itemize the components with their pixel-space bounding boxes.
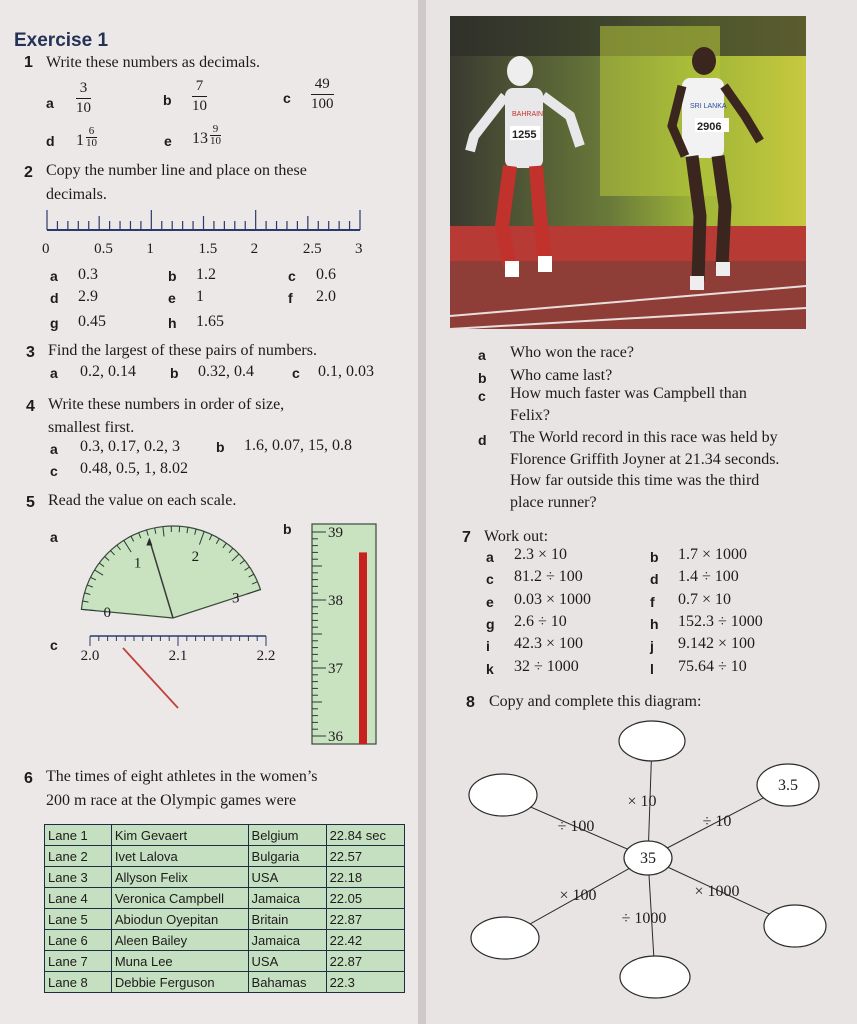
q6-part-label: c (478, 388, 486, 404)
table-cell: Jamaica (248, 888, 326, 909)
q1-text: Write these numbers as decimals. (46, 54, 260, 71)
q2-item-label: f (288, 290, 293, 306)
q7-item-value: 75.64 ÷ 10 (678, 657, 747, 675)
q7-item-label: e (486, 593, 494, 610)
q1b-fraction: 7 10 (192, 78, 207, 114)
q7-item-label: l (650, 660, 654, 677)
table-cell: Lane 4 (45, 888, 112, 909)
diagram-operation-bottom: ÷ 1000 (621, 910, 667, 927)
q7-item-label: d (650, 571, 659, 588)
linear-scale-number: 2.2 (256, 648, 276, 664)
q2-item-label: e (168, 290, 176, 306)
q6-part-text: The World record in this race was held by (510, 429, 778, 446)
q7-item-value: 1.7 × 1000 (678, 546, 748, 563)
q6-number: 6 (24, 770, 33, 787)
table-cell: USA (248, 867, 326, 888)
number-line-label: 2 (250, 241, 259, 257)
q3c-value: 0.1, 0.03 (318, 363, 374, 380)
table-cell: 22.57 (326, 846, 404, 867)
diagram-center-value: 35 (640, 850, 656, 867)
q2-item-value: 1 (196, 288, 204, 305)
q6-part-label: a (478, 347, 486, 363)
q2-item-label: c (288, 268, 296, 284)
q1a-label: a (46, 95, 54, 111)
q5-text: Read the value on each scale. (48, 492, 237, 509)
q5-number: 5 (26, 494, 35, 511)
q7-item-value: 0.7 × 10 (678, 590, 732, 608)
q8-text: Copy and complete this diagram: (489, 693, 702, 710)
dial-number: 1 (133, 555, 142, 572)
table-cell: Lane 5 (45, 909, 112, 930)
q7-item-value: 9.142 × 100 (678, 635, 756, 653)
q6-part-text: Florence Griffith Joyner at 21.34 seconds. (510, 450, 780, 468)
q7-item-value: 0.03 × 1000 (514, 590, 592, 608)
dial-number: 3 (232, 590, 240, 607)
table-cell: Muna Lee (111, 951, 248, 972)
q2-item-value: 0.3 (78, 266, 98, 283)
q1d-label: d (46, 133, 55, 149)
q7-item-label: c (486, 571, 494, 588)
q3-text: Find the largest of these pairs of numbers. (48, 342, 317, 359)
table-cell: Bulgaria (248, 846, 326, 867)
table-cell: USA (248, 951, 326, 972)
q1-number: 1 (24, 54, 33, 71)
q7-item-value: 32 ÷ 1000 (514, 657, 579, 675)
diagram-node-value: 3.5 (778, 777, 798, 794)
q4c-value: 0.48, 0.5, 1, 8.02 (80, 460, 188, 477)
q6-part-text: How far outside this time was the third (510, 472, 760, 489)
q2-item-value: 1.65 (196, 313, 224, 330)
table-cell: Lane 8 (45, 972, 112, 993)
q3b-value: 0.32, 0.4 (198, 363, 254, 380)
q7-item-label: f (650, 593, 655, 610)
linear-scale-number: 2.0 (80, 648, 100, 664)
q5c-label: c (50, 637, 58, 653)
number-line-label: 2.5 (302, 241, 322, 257)
number-line-label: 1.5 (198, 241, 218, 257)
q4b-label: b (216, 439, 225, 455)
q6-part-label: d (478, 432, 487, 448)
table-cell: Bahamas (248, 972, 326, 993)
q7-item-label: j (650, 638, 654, 655)
table-cell: Aleen Bailey (111, 930, 248, 951)
q4c-label: c (50, 463, 58, 479)
table-cell: 22.18 (326, 867, 404, 888)
q1c-label: c (283, 90, 291, 106)
table-cell: Lane 7 (45, 951, 112, 972)
diagram-operation-lower-right: × 1000 (694, 883, 740, 900)
q6-part-text: Who came last? (510, 367, 613, 384)
table-cell: 22.87 (326, 909, 404, 930)
q2-item-value: 0.6 (316, 266, 336, 283)
q7-item-label: a (486, 549, 494, 565)
diagram-operation-upper-left: ÷ 100 (557, 818, 595, 835)
q6-part-text: Who won the race? (510, 344, 634, 361)
q2-item-label: h (168, 315, 177, 331)
table-cell: Lane 2 (45, 846, 112, 867)
q3b-label: b (170, 365, 179, 381)
q2-item-value: 2.0 (316, 288, 336, 305)
table-cell: Abiodun Oyepitan (111, 909, 248, 930)
dial-number: 0 (103, 604, 112, 621)
q4b-value: 1.6, 0.07, 15, 0.8 (244, 437, 352, 454)
table-cell: 22.05 (326, 888, 404, 909)
q1c-fraction: 49 100 (311, 76, 334, 112)
table-cell: Lane 1 (45, 825, 112, 846)
q2-text-line1: Copy the number line and place on these (46, 162, 307, 179)
diagram-operation-top: × 10 (627, 793, 657, 810)
q3-number: 3 (26, 344, 35, 361)
diagram-node-lower-right (764, 905, 826, 947)
thermometer-number: 36 (328, 729, 343, 745)
q5a-label: a (50, 529, 58, 545)
q7-text: Work out: (484, 528, 549, 545)
q1d-fraction: 6 10 (86, 125, 97, 149)
table-cell: Veronica Campbell (111, 888, 248, 909)
bib-left: 1255 (512, 129, 537, 141)
q6-text-line1: The times of eight athletes in the women’s (46, 768, 318, 785)
q7-number: 7 (462, 529, 471, 546)
q7-item-label: i (486, 638, 490, 655)
table-cell: Lane 6 (45, 930, 112, 951)
q1d-whole: 1 (76, 132, 84, 149)
q1e-label: e (164, 133, 172, 149)
diagram-node-upper-left (469, 774, 537, 816)
table-cell: 22.87 (326, 951, 404, 972)
q4a-label: a (50, 441, 58, 457)
q6-part-text: How much faster was Campbell than (510, 385, 747, 402)
q7-item-value: 2.3 × 10 (514, 546, 568, 563)
q2-item-value: 2.9 (78, 288, 98, 305)
q7-item-value: 2.6 ÷ 10 (514, 612, 567, 630)
q5b-label: b (283, 521, 292, 537)
q6-part-text: place runner? (510, 493, 597, 511)
table-cell: Britain (248, 909, 326, 930)
sponsor-right: SRI LANKA (690, 103, 727, 110)
thermometer-number: 39 (328, 525, 343, 541)
table-cell: Debbie Ferguson (111, 972, 248, 993)
table-cell: 22.84 sec (326, 825, 404, 846)
number-line-label: 1 (146, 241, 154, 257)
q2-item-label: b (168, 268, 177, 284)
number-line-label: 0 (42, 241, 50, 257)
q7-item-value: 42.3 × 100 (514, 635, 584, 653)
linear-scale-number: 2.1 (168, 648, 188, 664)
q1a-fraction: 3 10 (76, 80, 91, 116)
diagram-node-bottom (620, 956, 690, 998)
q6-part-label: b (478, 370, 487, 386)
diagram-operation-upper-right: ÷ 10 (702, 813, 732, 830)
number-line-label: 3 (355, 241, 363, 257)
table-cell: Belgium (248, 825, 326, 846)
q2-item-label: d (50, 290, 59, 306)
thermometer-number: 37 (328, 661, 343, 677)
q2-item-value: 1.2 (196, 266, 216, 283)
table-cell: Jamaica (248, 930, 326, 951)
q7-item-value: 81.2 ÷ 100 (514, 568, 583, 586)
q7-item-value: 1.4 ÷ 100 (678, 568, 739, 586)
thermometer-number: 38 (328, 593, 343, 609)
q8-number: 8 (466, 694, 475, 711)
q4-number: 4 (26, 398, 35, 415)
q2-item-label: g (50, 315, 59, 331)
bib-right: 2906 (697, 121, 722, 133)
q1e-whole: 13 (192, 130, 208, 147)
q7-item-label: g (486, 615, 495, 632)
q4-text-line1: Write these numbers in order of size, (48, 396, 285, 413)
q2-item-value: 0.45 (78, 313, 106, 330)
table-cell: Lane 3 (45, 867, 112, 888)
q7-item-label: h (650, 615, 659, 632)
q3a-value: 0.2, 0.14 (80, 363, 136, 380)
q7-item-value: 152.3 ÷ 1000 (678, 612, 763, 630)
q7-item-label: b (650, 549, 659, 565)
diagram-node-lower-left (471, 917, 539, 959)
q2-item-label: a (50, 268, 58, 284)
q3a-label: a (50, 365, 58, 381)
number-line-label: 0.5 (94, 241, 113, 257)
q2-text-line2: decimals. (46, 186, 107, 203)
q4a-value: 0.3, 0.17, 0.2, 3 (80, 438, 180, 455)
diagram-operation-lower-left: × 100 (559, 887, 597, 904)
dial-number: 2 (191, 548, 200, 565)
q4-text-line2: smallest first. (48, 419, 135, 436)
q6-part-text: Felix? (510, 406, 550, 424)
q3c-label: c (292, 365, 300, 381)
table-cell: 22.42 (326, 930, 404, 951)
diagram-node-top (619, 721, 685, 761)
q6-text-line2: 200 m race at the Olympic games were (46, 792, 297, 809)
exercise-title: Exercise 1 (14, 30, 109, 51)
table-cell: 22.3 (326, 972, 404, 993)
q1b-label: b (163, 92, 172, 108)
table-cell: Ivet Lalova (111, 846, 248, 867)
q7-item-label: k (486, 660, 494, 677)
table-cell: Allyson Felix (111, 867, 248, 888)
sponsor-left: BAHRAIN (512, 111, 544, 118)
q2-number: 2 (24, 164, 33, 181)
table-cell: Kim Gevaert (111, 825, 248, 846)
q1e-fraction: 9 10 (210, 123, 221, 147)
